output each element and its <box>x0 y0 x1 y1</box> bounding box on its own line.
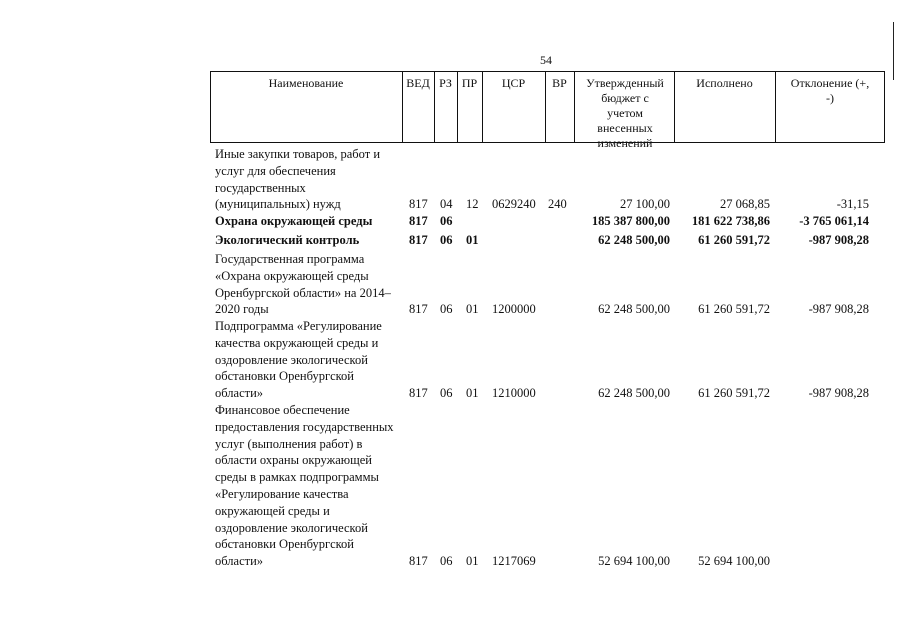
table-row <box>0 146 905 213</box>
row-pr: 01 <box>466 386 479 401</box>
column-header-approved: Утвержденный бюджет с учетом внесенных изменений <box>586 76 664 150</box>
table-header <box>210 71 885 150</box>
row-ved: 817 <box>409 386 428 401</box>
row-approved: 62 248 500,00 <box>598 302 670 317</box>
row-approved: 62 248 500,00 <box>598 386 670 401</box>
row-deviation: -3 765 061,14 <box>799 214 869 229</box>
row-rz: 06 <box>440 214 453 229</box>
row-rz: 04 <box>440 197 453 212</box>
row-ved: 817 <box>409 233 428 248</box>
row-rz: 06 <box>440 386 453 401</box>
row-name: Государственная программа «Охрана окружающей среды Оренбургской области» на 2014–2020 годы <box>215 252 391 317</box>
row-approved: 52 694 100,00 <box>598 554 670 569</box>
scan-edge-mark <box>893 22 894 80</box>
row-name: Финансовое обеспечение предоставления государственных услуг (выполнения работ) в области охраны окружающей среды в рамках подпрограммы «Регулирование качества окружающей среды и оздоровление экологической обстановки Оренбургской области» <box>215 403 394 569</box>
column-divider <box>574 71 575 143</box>
row-ved: 817 <box>409 214 428 229</box>
row-rz: 06 <box>440 302 453 317</box>
row-deviation: -31,15 <box>836 197 869 212</box>
table-row <box>0 213 905 230</box>
column-header-vr: ВР <box>552 76 567 90</box>
page-number: 54 <box>540 53 552 67</box>
row-csr: 1210000 <box>492 386 536 401</box>
row-pr: 01 <box>466 554 479 569</box>
row-pr: 12 <box>466 197 479 212</box>
row-executed: 27 068,85 <box>720 197 770 212</box>
row-csr: 1200000 <box>492 302 536 317</box>
column-header-deviation: Отклонение (+, -) <box>790 76 870 105</box>
column-header-rz: РЗ <box>439 76 452 90</box>
row-deviation: -987 908,28 <box>808 302 869 317</box>
row-executed: 52 694 100,00 <box>698 554 770 569</box>
column-divider <box>775 71 776 143</box>
row-approved: 62 248 500,00 <box>598 233 670 248</box>
row-executed: 61 260 591,72 <box>698 302 770 317</box>
row-vr: 240 <box>548 197 567 212</box>
row-name: Иные закупки товаров, работ и услуг для обеспечения государственных (муниципальных) нужд <box>215 147 381 212</box>
table-row <box>0 318 905 402</box>
row-csr: 1217069 <box>492 554 536 569</box>
column-header-executed: Исполнено <box>696 76 753 90</box>
row-executed: 181 622 738,86 <box>691 214 770 229</box>
table-row <box>0 251 905 318</box>
table-row <box>0 232 905 249</box>
column-header-ved: ВЕД <box>406 76 430 90</box>
row-executed: 61 260 591,72 <box>698 233 770 248</box>
column-divider <box>884 71 885 143</box>
row-deviation: -987 908,28 <box>808 233 869 248</box>
row-ved: 817 <box>409 554 428 569</box>
header-bottom-border <box>210 142 885 143</box>
column-header-csr: ЦСР <box>501 76 526 90</box>
row-pr: 01 <box>466 233 479 248</box>
row-name: Охрана окружающей среды <box>215 214 373 228</box>
row-executed: 61 260 591,72 <box>698 386 770 401</box>
row-approved: 185 387 800,00 <box>591 214 670 229</box>
row-pr: 01 <box>466 302 479 317</box>
row-deviation: -987 908,28 <box>808 386 869 401</box>
row-name: Подпрограмма «Регулирование качества окружающей среды и оздоровление экологической обстановки Оренбургской области» <box>215 319 382 401</box>
row-ved: 817 <box>409 197 428 212</box>
row-name: Экологический контроль <box>215 233 360 247</box>
table-row <box>0 402 905 570</box>
header-top-border <box>210 71 885 72</box>
row-rz: 06 <box>440 233 453 248</box>
row-approved: 27 100,00 <box>620 197 670 212</box>
row-rz: 06 <box>440 554 453 569</box>
column-header-pr: ПР <box>461 76 478 90</box>
row-csr: 0629240 <box>492 197 536 212</box>
column-header-name: Наименование <box>268 76 344 90</box>
row-ved: 817 <box>409 302 428 317</box>
